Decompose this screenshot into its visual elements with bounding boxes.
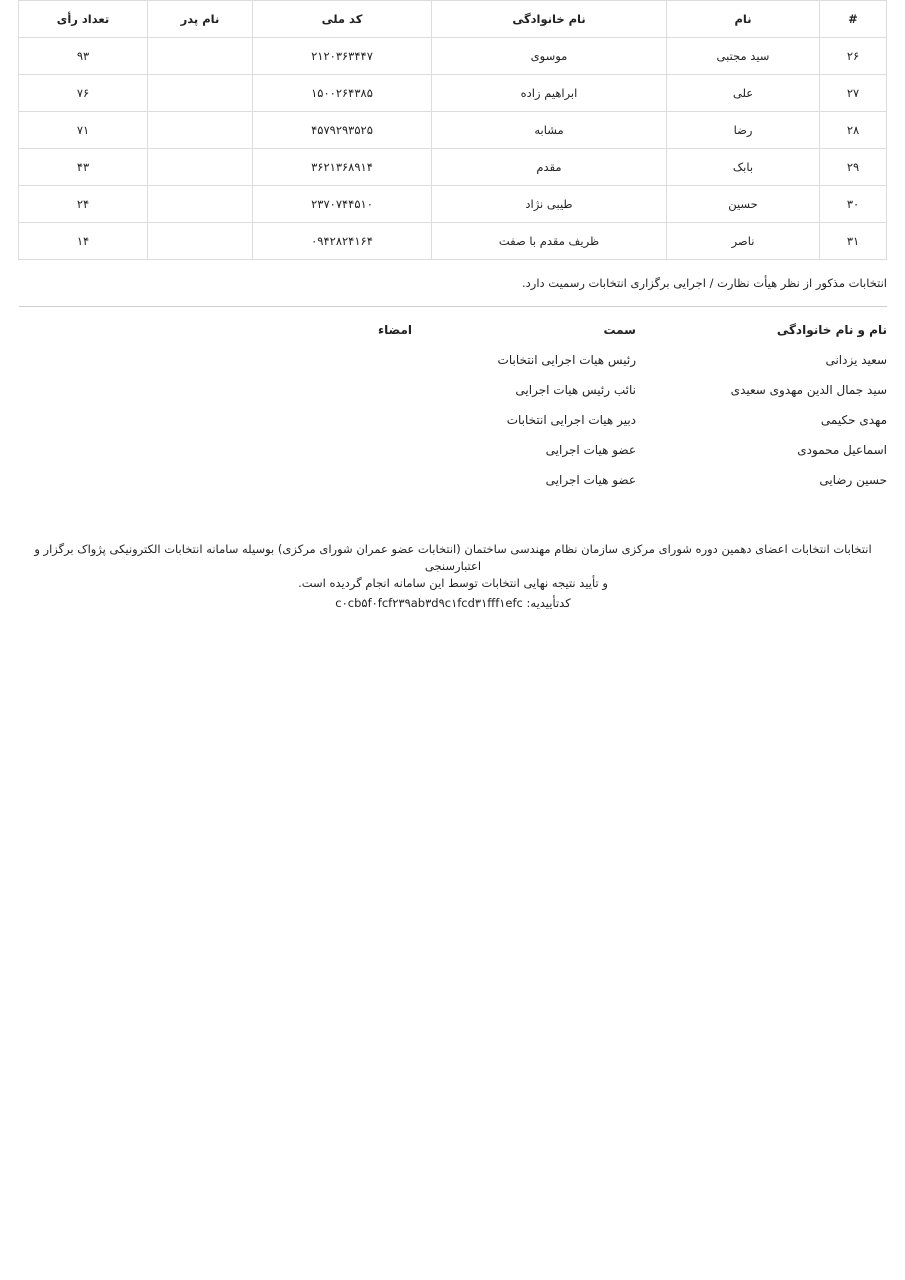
cell-votes: ۹۳ (19, 38, 148, 75)
cell-last-name: مقدم (432, 149, 667, 186)
header-first-name: نام (667, 1, 820, 38)
cell-national-id: ۴۵۷۹۲۹۳۵۲۵ (253, 112, 432, 149)
header-last-name: نام خانوادگی (432, 1, 667, 38)
cell-first-name: رضا (667, 112, 820, 149)
confirmation-code-label: کدتأییدیه: (526, 596, 571, 610)
cell-father-name (148, 38, 253, 75)
member-name: مهدی حکیمی (820, 413, 887, 427)
table-row (19, 112, 887, 149)
cell-father-name (148, 112, 253, 149)
cell-national-id: ۰۹۴۲۸۲۴۱۶۴ (253, 223, 432, 260)
cell-index: ۲۹ (820, 149, 887, 186)
member-name: سید جمال الدین مهدوی سعیدی (730, 383, 887, 397)
results-table (18, 0, 887, 260)
member-role: عضو هیات اجرایی (545, 443, 636, 457)
committee-member (19, 381, 887, 411)
table-row (19, 223, 887, 260)
cell-index: ۳۰ (820, 186, 887, 223)
member-name: سعید یزدانی (825, 353, 887, 367)
cell-first-name: بابک (667, 149, 820, 186)
cell-national-id: ۲۱۲۰۳۶۳۴۴۷ (253, 38, 432, 75)
member-name: حسین رضایی (819, 473, 887, 487)
committee-header-signature: امضاء (377, 323, 412, 337)
cell-votes: ۱۴ (19, 223, 148, 260)
officiality-statement: انتخابات مذکور از نظر هیأت نظارت / اجرایی برگزاری انتخابات رسمیت دارد. (521, 276, 887, 290)
member-role: رئیس هیات اجرایی انتخابات (497, 353, 636, 367)
member-role: دبیر هیات اجرایی انتخابات (506, 413, 636, 427)
cell-first-name: علی (667, 75, 820, 112)
cell-national-id: ۱۵۰۰۲۶۴۳۸۵ (253, 75, 432, 112)
cell-index: ۲۷ (820, 75, 887, 112)
document-page (19, 0, 887, 501)
table-header-row (19, 1, 887, 38)
confirmation-code-line (19, 595, 887, 612)
committee-header-row (19, 321, 887, 351)
confirmation-code-value: c۰cb۵f۰fcf۲۳۹ab۳d۹c۱fcd۳۱fff۱efc (335, 596, 523, 610)
cell-national-id: ۲۳۷۰۷۴۴۵۱۰ (253, 186, 432, 223)
table-row (19, 38, 887, 75)
cell-last-name: مشابه (432, 112, 667, 149)
committee-member (19, 351, 887, 381)
member-name: اسماعیل محمودی (797, 443, 887, 457)
committee-member (19, 441, 887, 471)
cell-last-name: ابراهیم زاده (432, 75, 667, 112)
cell-votes: ۷۶ (19, 75, 148, 112)
committee-header-name: نام و نام خانوادگی (776, 323, 887, 337)
table-row (19, 75, 887, 112)
header-votes: تعداد رأی (19, 1, 148, 38)
cell-first-name: حسین (667, 186, 820, 223)
cell-votes: ۲۴ (19, 186, 148, 223)
election-footer (19, 541, 887, 612)
table-row (19, 186, 887, 223)
cell-index: ۲۶ (820, 38, 887, 75)
committee-member (19, 471, 887, 501)
cell-father-name (148, 149, 253, 186)
cell-votes: ۷۱ (19, 112, 148, 149)
cell-last-name: طیبی نژاد (432, 186, 667, 223)
cell-father-name (148, 186, 253, 223)
cell-father-name (148, 75, 253, 112)
committee-list (19, 321, 887, 501)
cell-father-name (148, 223, 253, 260)
header-national-id: کد ملی (253, 1, 432, 38)
member-role: نائب رئیس هیات اجرایی (515, 383, 636, 397)
member-role: عضو هیات اجرایی (545, 473, 636, 487)
cell-index: ۳۱ (820, 223, 887, 260)
cell-first-name: سید مجتبی (667, 38, 820, 75)
footer-line-1: انتخابات انتخابات اعضای دهمین دوره شورای مرکزی سازمان نظام مهندسی ساختمان (انتخابات عضو عمران شورای مرکزی) بوسیله سامانه انتخابات الکترونیکی پژواک برگزار و اعتبارسنجی (34, 542, 872, 573)
header-index: # (820, 1, 887, 38)
cell-first-name: ناصر (667, 223, 820, 260)
cell-last-name: موسوی (432, 38, 667, 75)
committee-header-role: سمت (603, 323, 636, 337)
cell-index: ۲۸ (820, 112, 887, 149)
cell-last-name: ظریف مقدم با صفت (432, 223, 667, 260)
header-father-name: نام پدر (148, 1, 253, 38)
committee-member (19, 411, 887, 441)
footer-line-2: و تأیید نتیجه نهایی انتخابات توسط این سامانه انجام گردیده است. (298, 576, 608, 590)
cell-votes: ۴۳ (19, 149, 148, 186)
cell-national-id: ۳۶۲۱۳۶۸۹۱۴ (253, 149, 432, 186)
table-row (19, 149, 887, 186)
section-divider (19, 306, 887, 307)
